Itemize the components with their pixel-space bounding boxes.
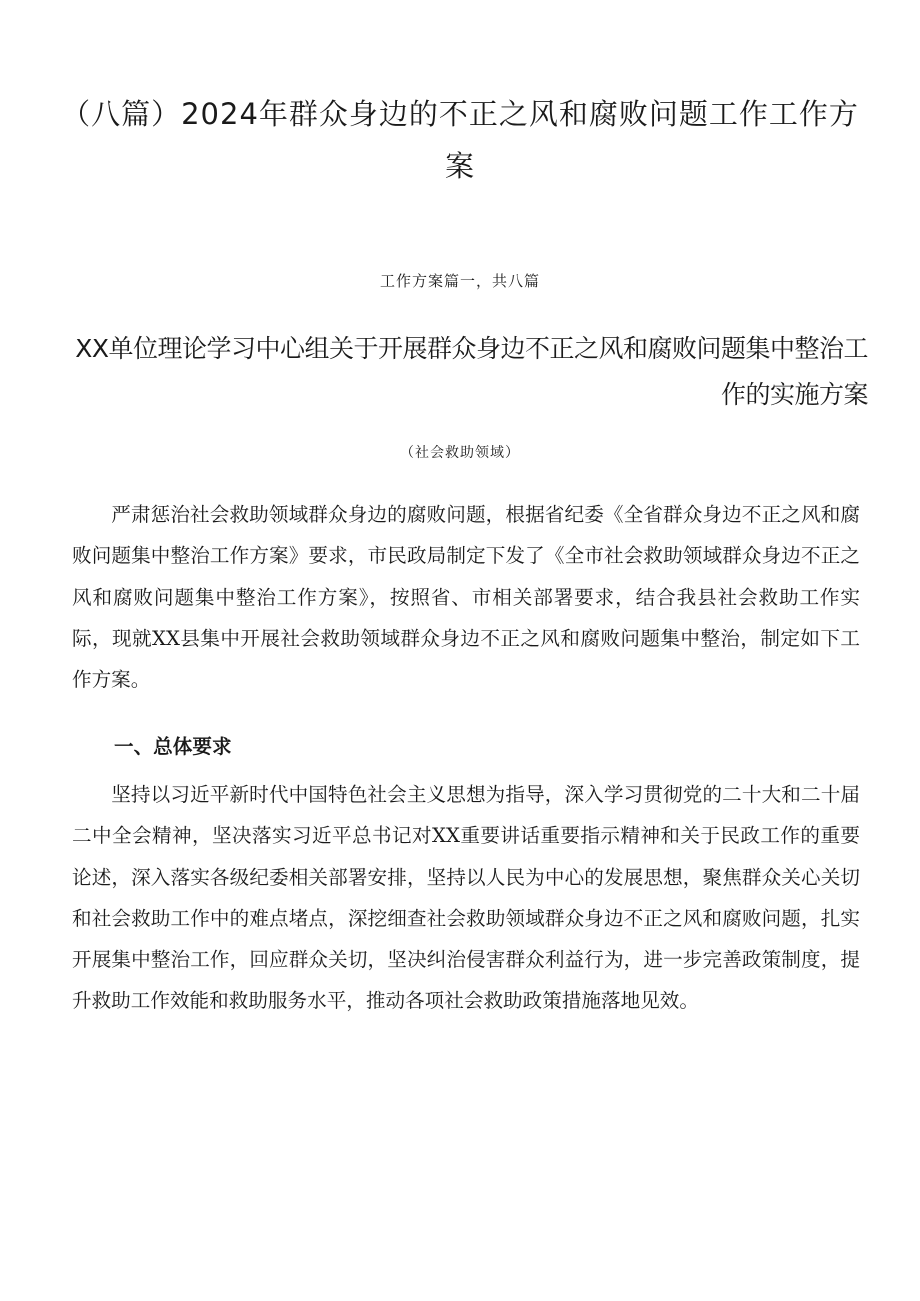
heading-general-requirements: 一、总体要求 <box>114 735 232 758</box>
section-title: XX单位理论学习中心组关于开展群众身边不正之风和腐败问题集中整治工作的实施方案 <box>75 334 868 409</box>
section-subtitle: （社会救助领域） <box>400 445 520 461</box>
body-paragraph-requirements: 坚持以习近平新时代中国特色社会主义思想为指导，深入学习贯彻党的二十大和二十届二中全会精神，坚决落实习近平总书记对XX重要讲话重要指示精神和关于民政工作的重要论述，深入落实各级纪委相关部署安排，坚持以人民为中心的发展思想，聚焦群众关心关切和社会救助工作中的难点堵点，深挖细查社会救助领域群众身边不正之风和腐败问题，扎实开展集中整治工作，回应群众关切，坚决纠治侵害群众利益行为，进一步完善政策制度，提升救助工作效能和救助服务水平，推动各项社会救助政策措施落地见效。 <box>72 783 860 1013</box>
body-paragraph-intro: 严肃惩治社会救助领域群众身边的腐败问题，根据省纪委《全省群众身边不正之风和腐败问题集中整治工作方案》要求，市民政局制定下发了《全市社会救助领域群众身边不正之风和腐败问题集中整治工作方案》，按照省、市相关部署要求，结合我县社会救助工作实际，现就XX县集中开展社会救助领域群众身边不正之风和腐败问题集中整治，制定如下工作方案。 <box>72 503 860 692</box>
section-label: 工作方案篇一，共八篇 <box>379 272 540 290</box>
document-title: （八篇）2024年群众身边的不正之风和腐败问题工作工作方案 <box>61 97 859 183</box>
